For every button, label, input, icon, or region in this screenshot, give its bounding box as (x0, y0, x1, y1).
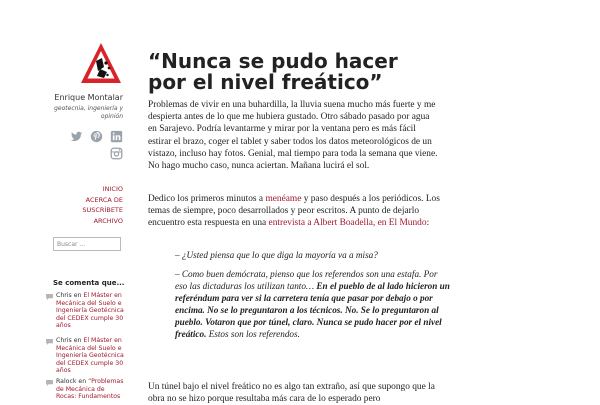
interview-answer (175, 268, 450, 340)
recent-comment (56, 378, 126, 401)
nav-item-archivo[interactable]: ARCHIVO (93, 216, 123, 225)
recent-comment (56, 337, 126, 375)
paragraph-text: : (426, 218, 430, 229)
comment-author[interactable]: Ralock (56, 378, 77, 385)
linkedin-icon[interactable] (110, 130, 123, 143)
falling-rocks-warning-logo[interactable] (79, 41, 123, 87)
comment-post-link[interactable]: El Máster en Mecánica del Suelo e Ingeniería Geotécnica del CEDEX cumple 30 años (56, 337, 124, 375)
instagram-icon[interactable] (110, 147, 123, 160)
recent-comment (56, 292, 126, 330)
post-paragraph-3: Un túnel bajo el nivel freático no es algo tan extraño, así que supongo que la obra no se hizo porque resultaba más cara de lo esperado pero (148, 382, 435, 405)
interview-link[interactable]: entrevista a Albert Boadella, en El Mundo (268, 218, 427, 229)
search-input[interactable]: Buscar ... (53, 237, 121, 251)
nav-item-acerca[interactable]: ACERCA DE (85, 195, 123, 204)
interview-question: – ¿Usted piensa que lo que diga la mayoría va a misa? (175, 250, 378, 260)
sidebar (0, 0, 130, 400)
paragraph-text: Dedico los primeros minutos a (148, 194, 266, 204)
nav-item-inicio[interactable]: INICIO (102, 185, 123, 193)
meneame-link[interactable]: menéame (265, 194, 302, 204)
site-tagline: geotecnia, ingeniería y opinión (54, 105, 123, 120)
post-paragraph-2 (148, 193, 440, 230)
comment-connector: en (78, 378, 87, 385)
recent-comments-heading: Se comenta que... (53, 279, 125, 287)
social-links-row-2 (110, 147, 123, 165)
site-name[interactable]: Enrique Montalar (54, 93, 123, 102)
twitter-icon[interactable] (70, 130, 83, 143)
comment-bubble-icon (46, 339, 53, 345)
social-links (70, 130, 123, 143)
comment-author[interactable]: Chris (56, 337, 72, 344)
comment-bubble-icon (46, 380, 53, 386)
pinterest-icon[interactable] (90, 130, 103, 143)
comment-bubble-icon (46, 294, 53, 300)
answer-text: Estos son los referendos. (206, 329, 300, 339)
comment-connector: en (73, 337, 82, 344)
comment-post-link[interactable]: El Máster en Mecánica del Suelo e Ingeniería Geotécnica del CEDEX cumple 30 años (56, 292, 124, 330)
paragraph-text: y paso después a los periódicos. Los temas de siempre, poco desarrollados y peor escritos. A punto de dejarlo encuentro esta respuesta en una (148, 194, 440, 229)
comment-connector: en (73, 292, 82, 299)
main-nav (82, 184, 123, 226)
comment-post-link[interactable]: “Problemas de Mecánica de Rocas: Fundamentos (56, 378, 124, 401)
post-paragraph-1: Problemas de vivir en una buhardilla, la lluvia suena mucho más fuerte y me despierta antes de lo que me hubiera gustado. Otro sábado pasado por agua en Sarajevo. Podría levantarme y mirar por la ventana pero es más fácil estirar el brazo, coger el tablet y saber todos los datos meteorológicos de un vistazo, incluso hay fotos. Genial, mal tiempo para toda la semana que viene. No hago mucho caso, nunca aciertan. Mañana lucirá el sol. (148, 100, 438, 172)
answer-text: – Como buen demócrata, pienso que los referendos son una estafa. Por eso las dictaduras los utilizan tanto… (175, 269, 438, 291)
answer-highlight: En el pueblo de al lado hicieron un referéndum para ver si la carretera tenía que pasar por debajo o por encima. No se lo preguntaron a los técnicos. No. Se lo preguntaron al pueblo. Votaron que por túnel, claro. Nunca se pudo hacer por el nivel freático. (175, 281, 450, 339)
post-title: “Nunca se pudo hacer por el nivel freático” (148, 49, 398, 94)
nav-item-suscribete[interactable]: SUSCRÍBETE (82, 206, 123, 214)
comment-author[interactable]: Chris (56, 292, 72, 299)
